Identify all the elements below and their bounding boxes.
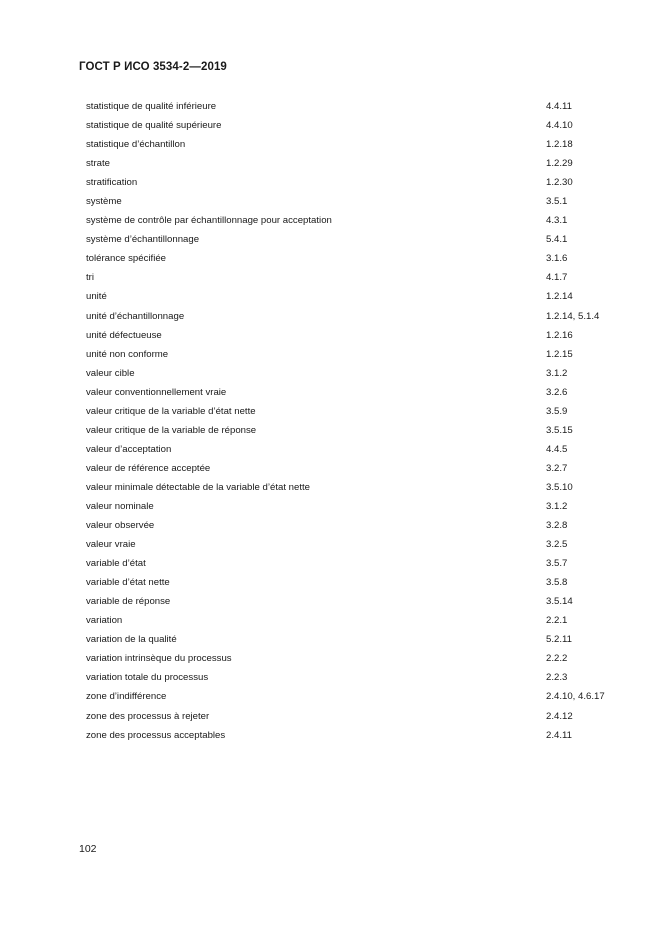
- index-entry: [86, 326, 626, 345]
- index-reference: 2.2.2: [546, 653, 568, 665]
- page-number: 102: [79, 843, 97, 855]
- index-reference: 3.5.7: [546, 558, 568, 570]
- index-term: zone des processus acceptables: [86, 729, 226, 741]
- index-term: variation intrinsèque du processus: [86, 653, 232, 665]
- index-term: unité défectueuse: [86, 329, 162, 341]
- index-reference: 2.4.11: [546, 729, 572, 741]
- index-entry: [86, 573, 626, 592]
- index-term: variable d’état: [86, 558, 146, 570]
- index-reference: 1.2.30: [546, 177, 573, 189]
- index-entry: [86, 726, 626, 745]
- index-term: valeur minimale détectable de la variable d’état nette: [86, 481, 310, 493]
- index-entry: [86, 116, 626, 135]
- term-index-list: [86, 97, 626, 745]
- index-entry: [86, 554, 626, 573]
- index-entry: [86, 535, 626, 554]
- index-term: statistique de qualité supérieure: [86, 120, 222, 132]
- index-term: zone d’indifférence: [86, 691, 167, 703]
- index-entry: [86, 630, 626, 649]
- index-reference: 4.1.7: [546, 272, 568, 284]
- index-reference: 3.2.5: [546, 539, 568, 551]
- index-term: valeur vraie: [86, 539, 136, 551]
- index-entry: [86, 440, 626, 459]
- index-term: système de contrôle par échantillonnage pour acceptation: [86, 215, 332, 227]
- index-reference: 3.5.10: [546, 481, 573, 493]
- index-entry: [86, 345, 626, 364]
- index-reference: 3.5.1: [546, 196, 568, 208]
- index-term: système: [86, 196, 122, 208]
- index-term: valeur nominale: [86, 500, 154, 512]
- index-reference: 1.2.14: [546, 291, 573, 303]
- index-term: zone des processus à rejeter: [86, 710, 210, 722]
- index-entry: [86, 687, 626, 706]
- index-term: tolérance spécifiée: [86, 253, 166, 265]
- index-reference: 2.2.1: [546, 615, 568, 627]
- index-entry: [86, 192, 626, 211]
- index-term: variable de réponse: [86, 596, 171, 608]
- index-reference: 3.5.9: [546, 405, 568, 417]
- index-entry: [86, 307, 626, 326]
- index-term: variation: [86, 615, 123, 627]
- index-entry: [86, 154, 626, 173]
- index-reference: 3.1.2: [546, 367, 568, 379]
- index-entry: [86, 249, 626, 268]
- index-term: tri: [86, 272, 94, 284]
- index-term: unité d’échantillonnage: [86, 310, 185, 322]
- index-entry: [86, 135, 626, 154]
- index-entry: [86, 668, 626, 687]
- index-reference: 4.4.5: [546, 443, 568, 455]
- document-header: ГОСТ Р ИСО 3534-2—2019: [79, 61, 227, 73]
- index-term: système d’échantillonnage: [86, 234, 200, 246]
- index-reference: 3.5.15: [546, 424, 573, 436]
- index-reference: 1.2.29: [546, 158, 573, 170]
- index-reference: 1.2.18: [546, 139, 573, 151]
- index-reference: 2.2.3: [546, 672, 568, 684]
- index-entry: [86, 611, 626, 630]
- index-reference: 3.1.2: [546, 500, 568, 512]
- index-entry: [86, 497, 626, 516]
- index-reference: 1.2.16: [546, 329, 573, 341]
- index-entry: [86, 649, 626, 668]
- index-reference: 3.5.14: [546, 596, 573, 608]
- index-entry: [86, 230, 626, 249]
- index-term: variation totale du processus: [86, 672, 209, 684]
- index-reference: 5.2.11: [546, 634, 572, 646]
- index-entry: [86, 287, 626, 306]
- index-term: valeur cible: [86, 367, 135, 379]
- index-term: unité non conforme: [86, 348, 169, 360]
- index-term: valeur de référence acceptée: [86, 462, 211, 474]
- index-term: variable d’état nette: [86, 577, 170, 589]
- index-reference: 3.2.6: [546, 386, 568, 398]
- index-reference: 2.4.10, 4.6.17: [546, 691, 605, 703]
- index-reference: 1.2.15: [546, 348, 573, 360]
- index-entry: [86, 211, 626, 230]
- index-reference: 3.5.8: [546, 577, 568, 589]
- index-entry: [86, 364, 626, 383]
- index-reference: 4.3.1: [546, 215, 568, 227]
- index-entry: [86, 383, 626, 402]
- index-term: valeur d’acceptation: [86, 443, 172, 455]
- index-entry: [86, 707, 626, 726]
- index-reference: 4.4.11: [546, 101, 572, 112]
- index-term: valeur critique de la variable de réponse: [86, 424, 257, 436]
- index-term: valeur observée: [86, 520, 155, 532]
- index-term: strate: [86, 158, 110, 170]
- index-term: stratification: [86, 177, 138, 189]
- index-entry: [86, 459, 626, 478]
- index-reference: 3.2.7: [546, 462, 568, 474]
- index-reference: 4.4.10: [546, 120, 573, 132]
- index-entry: [86, 478, 626, 497]
- index-term: valeur conventionnellement vraie: [86, 386, 227, 398]
- index-term: statistique d’échantillon: [86, 139, 186, 151]
- index-entry: [86, 268, 626, 287]
- index-entry: [86, 173, 626, 192]
- index-reference: 1.2.14, 5.1.4: [546, 310, 600, 322]
- index-entry: [86, 402, 626, 421]
- index-term: unité: [86, 291, 107, 303]
- index-term: valeur critique de la variable d’état nette: [86, 405, 256, 417]
- index-reference: 3.1.6: [546, 253, 568, 265]
- index-reference: 2.4.12: [546, 710, 573, 722]
- index-reference: 3.2.8: [546, 520, 568, 532]
- index-term: statistique de qualité inférieure: [86, 101, 217, 112]
- index-entry: [86, 421, 626, 440]
- index-entry: [86, 592, 626, 611]
- index-reference: 5.4.1: [546, 234, 568, 246]
- index-entry: [86, 516, 626, 535]
- index-term: variation de la qualité: [86, 634, 177, 646]
- index-entry: [86, 97, 626, 116]
